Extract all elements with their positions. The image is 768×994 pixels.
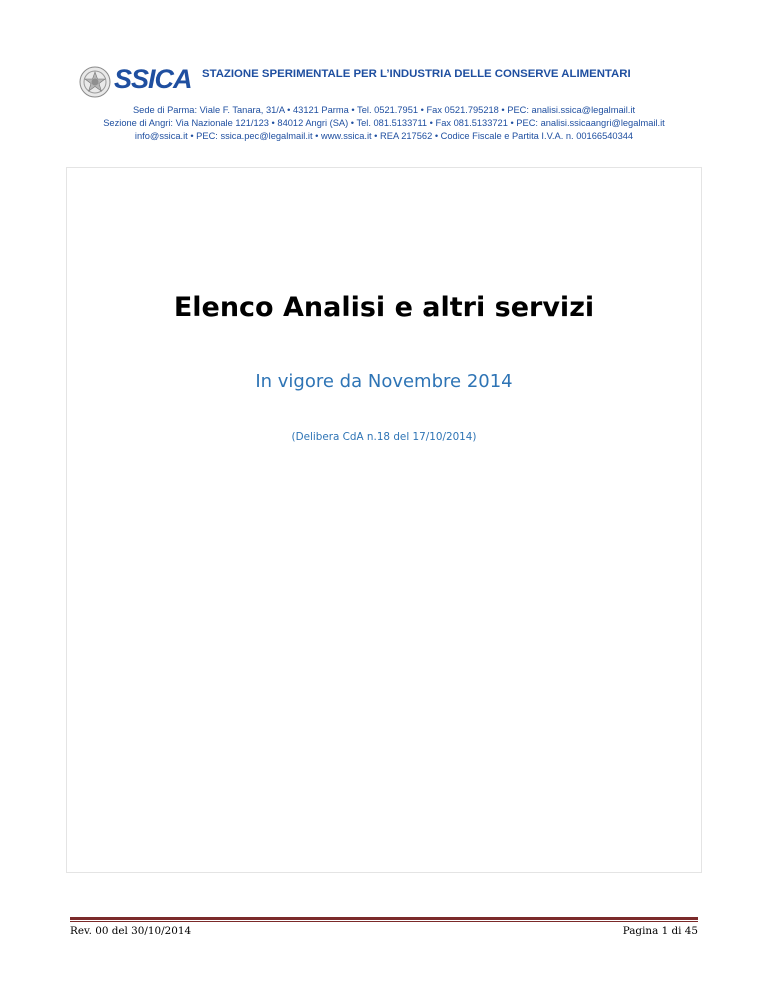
letterhead — [0, 60, 768, 150]
address-line-contacts: info@ssica.it • PEC: ssica.pec@legalmail.it • www.ssica.it • REA 217562 • Codice Fiscale e Partita I.V.A. n. 00166540344 — [134, 131, 634, 141]
page-number: Pagina 1 di 45 — [622, 925, 698, 937]
ssica-logo — [78, 64, 196, 100]
address-line-parma: Sede di Parma: Viale F. Tanara, 31/A • 43121 Parma • Tel. 0521.7951 • Fax 0521.795218 • PEC: analisi.ssica@legalmail.it — [132, 105, 636, 115]
cover-frame — [66, 167, 702, 873]
address-line-angri: Sezione di Angri: Via Nazionale 121/123 • 84012 Angri (SA) • Tel. 081.5133711 • Fax 081.5133721 • PEC: analisi.ssicaangri@legalmail.it — [103, 118, 665, 128]
institution-name: STAZIONE SPERIMENTALE PER L’INDUSTRIA DELLE CONSERVE ALIMENTARI — [202, 68, 631, 80]
document-title: Elenco Analisi e altri servizi — [173, 292, 595, 323]
revision-label: Rev. 00 del 30/10/2014 — [70, 925, 192, 937]
document-subtitle: In vigore da Novembre 2014 — [255, 371, 513, 392]
logo-wordmark: SSICA — [114, 64, 192, 94]
republic-emblem-icon — [78, 64, 112, 100]
footer-divider — [70, 917, 698, 922]
resolution-note: (Delibera CdA n.18 del 17/10/2014) — [291, 431, 477, 443]
